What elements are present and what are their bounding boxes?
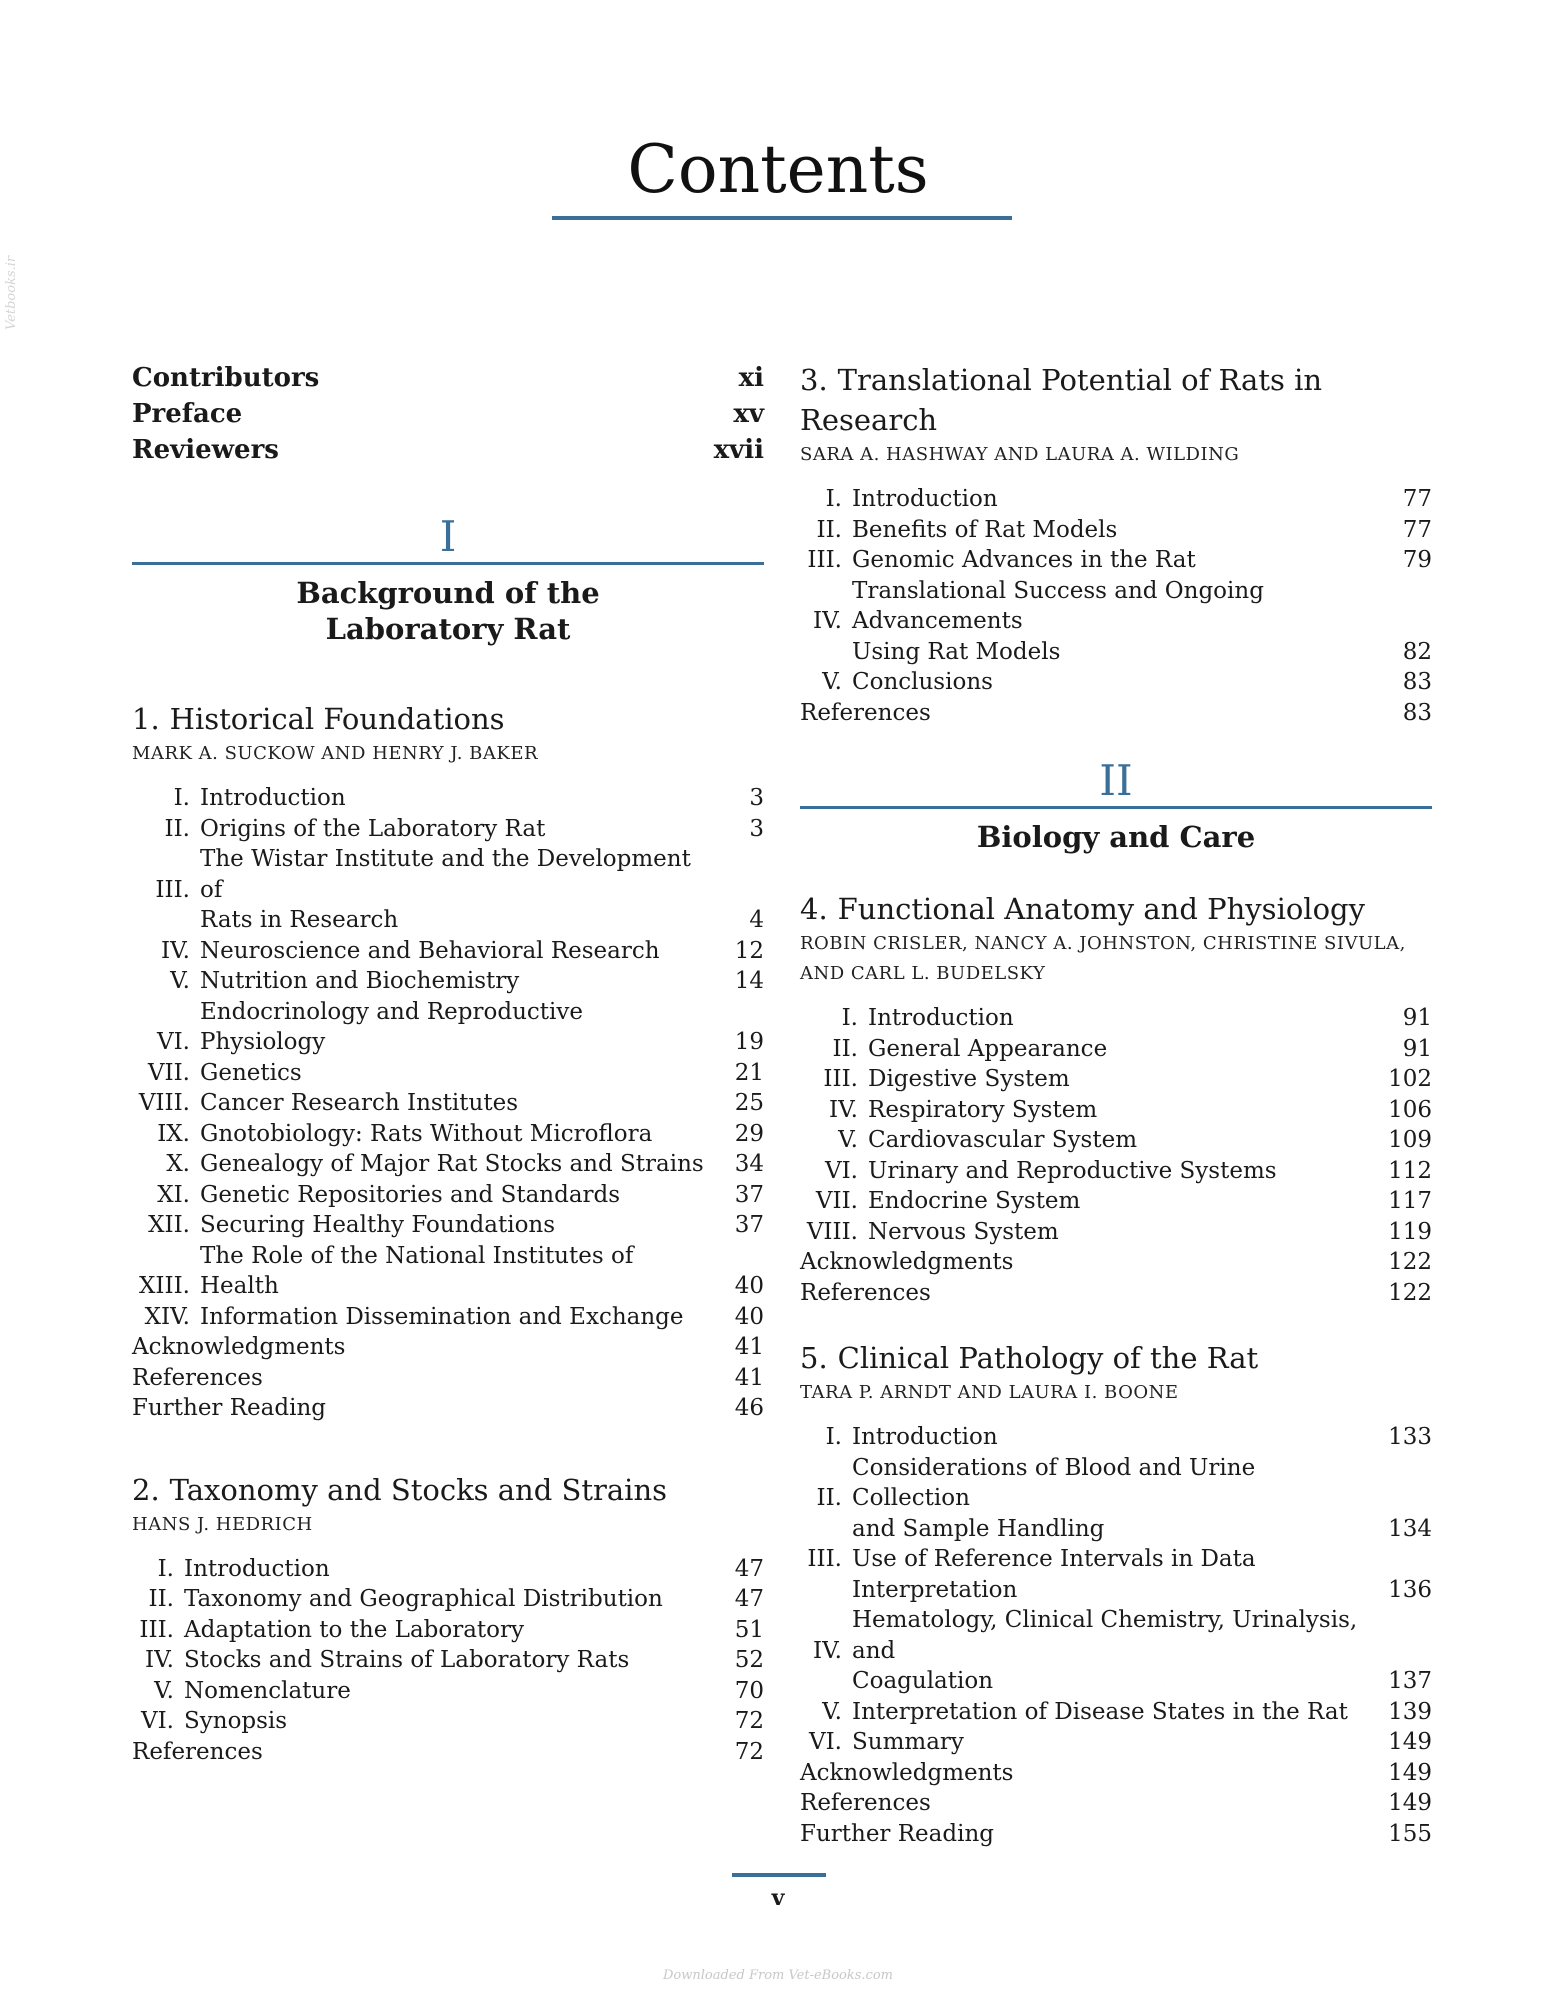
entry-roman-numeral: V. (170, 968, 190, 994)
toc-entry[interactable] (800, 1064, 1432, 1095)
front-matter-page: xi (738, 363, 764, 393)
toc-entry[interactable] (800, 1156, 1432, 1187)
toc-entry[interactable] (800, 1758, 1432, 1789)
entry-title: Neuroscience and Behavioral Research (200, 937, 660, 964)
part-rule (132, 562, 764, 565)
entry-title: Translational Success and Ongoing Advancements (852, 577, 1264, 634)
entry-title: Use of Reference Intervals in Data (852, 1546, 1256, 1572)
part-title: Background of the Laboratory Rat (296, 576, 600, 646)
entry-page-number: 149 (1388, 1759, 1432, 1786)
entry-roman-numeral: XI. (157, 1181, 190, 1208)
toc-entry[interactable] (800, 637, 1432, 668)
toc-entry[interactable] (800, 1125, 1432, 1156)
toc-entry[interactable] (800, 1575, 1432, 1606)
entry-page-number: 119 (1388, 1218, 1432, 1245)
toc-entry[interactable] (132, 905, 764, 936)
entry-title: Respiratory System (868, 1096, 1098, 1123)
chapter (800, 360, 1432, 728)
toc-entry[interactable] (132, 966, 764, 997)
entry-title: Cardiovascular System (868, 1127, 1138, 1153)
toc-entry[interactable] (132, 1393, 764, 1424)
toc-entry[interactable] (132, 1210, 764, 1241)
toc-entry[interactable] (132, 1302, 764, 1333)
entry-roman-numeral: I. (157, 1555, 174, 1582)
chapter-number: 3. (800, 363, 828, 397)
toc-entry[interactable] (800, 698, 1432, 729)
chapter-authors: SARA A. HASHWAY AND LAURA A. WILDING (800, 444, 1240, 465)
toc-entry[interactable] (800, 1819, 1432, 1850)
entry-page-number: 82 (1402, 638, 1432, 665)
part-numeral: II (1099, 756, 1133, 805)
side-watermark-text: Vetbooks.ir (4, 255, 19, 330)
chapter-authors: ROBIN CRISLER, NANCY A. JOHNSTON, CHRISTINE SIVULA, AND CARL L. BUDELSKY (800, 933, 1406, 984)
toc-entry[interactable] (800, 1788, 1432, 1819)
entry-title: Introduction (852, 486, 998, 512)
entry-title: Securing Healthy Foundations (200, 1212, 556, 1238)
entry-title: Using Rat Models (852, 638, 1061, 665)
entry-roman-numeral: XIV. (144, 1303, 190, 1330)
entry-title: Stocks and Strains of Laboratory Rats (184, 1647, 630, 1673)
part-heading (132, 514, 764, 647)
entry-title: The Wistar Institute and the Development of (200, 846, 691, 903)
toc-entry[interactable] (800, 484, 1432, 515)
toc-entry[interactable] (132, 1241, 764, 1302)
front-matter (132, 360, 764, 468)
entry-page-number: 37 (734, 1181, 764, 1208)
entry-title: Gnotobiology: Rats Without Microflora (200, 1120, 653, 1147)
toc-entry[interactable] (800, 1422, 1432, 1453)
entry-page-number: 139 (1388, 1698, 1432, 1725)
toc-entry[interactable] (800, 1095, 1432, 1126)
entry-roman-numeral: IV. (161, 937, 190, 964)
entry-page-number: 29 (734, 1120, 764, 1147)
chapter-title-text: Functional Anatomy and Physiology (837, 892, 1365, 926)
entry-roman-numeral: VII. (815, 1188, 858, 1214)
entry-title: Considerations of Blood and Urine Collection (852, 1454, 1256, 1511)
front-matter-page: xvii (713, 435, 764, 465)
entry-page-number: 117 (1388, 1188, 1432, 1214)
entry-title: Urinary and Reproductive Systems (868, 1157, 1277, 1184)
entry-page-number: 72 (734, 1738, 764, 1765)
entry-title: and Sample Handling (852, 1515, 1105, 1542)
entry-title: Acknowledgments (800, 1249, 1014, 1275)
entry-title: General Appearance (868, 1035, 1108, 1062)
entry-page-number: 52 (734, 1647, 764, 1673)
entry-page-number: 41 (734, 1364, 764, 1391)
entry-roman-numeral: X. (166, 1151, 190, 1177)
toc-entry[interactable] (132, 844, 764, 905)
toc-entry[interactable] (800, 1186, 1432, 1217)
entry-title: References (800, 1790, 931, 1816)
chapter-authors: TARA P. ARNDT AND LAURA I. BOONE (800, 1382, 1179, 1403)
front-matter-page: xv (733, 399, 764, 429)
chapter-title[interactable] (800, 889, 1432, 929)
entry-roman-numeral: VI. (140, 1708, 174, 1734)
entry-page-number: 40 (734, 1273, 764, 1299)
entry-page-number: 109 (1388, 1127, 1432, 1153)
toc-entry[interactable] (800, 1247, 1432, 1278)
front-matter-label: Contributors (132, 363, 320, 393)
toc-entry[interactable] (132, 1554, 764, 1585)
entry-title: References (800, 1279, 931, 1306)
entry-page-number: 14 (734, 968, 764, 994)
entry-title: Summary (852, 1729, 964, 1755)
entry-page-number: 47 (734, 1586, 764, 1612)
entry-page-number: 83 (1402, 699, 1432, 726)
entry-page-number: 102 (1388, 1066, 1432, 1092)
entry-title: Taxonomy and Geographical Distribution (184, 1586, 663, 1612)
entry-roman-numeral: V. (838, 1127, 858, 1153)
chapter-title-text: Clinical Pathology of the Rat (837, 1341, 1259, 1375)
entry-title: Nomenclature (184, 1677, 351, 1704)
entry-title: Genetic Repositories and Standards (200, 1181, 621, 1208)
entry-title: Acknowledgments (800, 1759, 1014, 1786)
entry-title: Introduction (200, 785, 346, 811)
entry-title: Information Dissemination and Exchange (200, 1303, 684, 1330)
entry-roman-numeral: I. (173, 785, 190, 811)
chapter-number: 5. (800, 1341, 828, 1375)
entry-roman-numeral: III. (155, 876, 190, 903)
title-rule (552, 216, 1012, 220)
chapter-authors: HANS J. HEDRICH (132, 1513, 313, 1535)
toc-entry[interactable] (132, 1676, 764, 1707)
entry-roman-numeral: V. (154, 1677, 174, 1704)
part-title: Biology and Care (976, 820, 1256, 854)
toc-entry[interactable] (132, 1584, 764, 1615)
entry-page-number: 34 (734, 1151, 764, 1177)
entry-page-number: 91 (1402, 1005, 1432, 1031)
entry-title: Interpretation (852, 1576, 1018, 1603)
entry-page-number: 79 (1402, 547, 1432, 573)
toc-entry[interactable] (800, 1453, 1432, 1514)
entry-title: Digestive System (868, 1066, 1070, 1092)
entry-page-number: 19 (734, 1029, 764, 1055)
entry-roman-numeral: IV. (813, 1637, 842, 1664)
entry-page-number: 4 (749, 907, 764, 933)
entry-roman-numeral: III. (807, 1546, 842, 1572)
toc-entry[interactable] (132, 1119, 764, 1150)
entry-page-number: 3 (749, 815, 764, 842)
entry-roman-numeral: I. (825, 486, 842, 512)
entry-roman-numeral: I. (841, 1005, 858, 1031)
entry-title: Further Reading (800, 1820, 994, 1847)
entry-page-number: 51 (734, 1616, 764, 1643)
entry-roman-numeral: VIII. (138, 1090, 190, 1116)
entry-title: Origins of the Laboratory Rat (200, 815, 546, 842)
entry-roman-numeral: IX. (157, 1120, 190, 1147)
toc-entry-list (800, 1422, 1432, 1849)
entry-title: References (800, 699, 931, 726)
toc-entry[interactable] (800, 545, 1432, 576)
right-column (800, 360, 1432, 1849)
watermark-text: Downloaded From Vet-eBooks.com (663, 1968, 893, 1983)
part-rule (800, 806, 1432, 809)
left-column (132, 360, 764, 1767)
footer-rule (732, 1873, 826, 1877)
chapter-title[interactable] (800, 1338, 1432, 1378)
entry-page-number: 83 (1402, 669, 1432, 695)
toc-entry-list (132, 783, 764, 1424)
entry-page-number: 137 (1388, 1668, 1432, 1694)
toc-entry[interactable] (800, 1514, 1432, 1545)
chapter-title[interactable] (800, 360, 1432, 440)
toc-entry[interactable] (800, 515, 1432, 546)
entry-roman-numeral: VII. (147, 1059, 190, 1086)
entry-page-number: 136 (1388, 1576, 1432, 1603)
entry-page-number: 155 (1388, 1820, 1432, 1847)
toc-entry[interactable] (132, 1363, 764, 1394)
page-title: Contents (627, 131, 929, 208)
toc-entry-list (800, 484, 1432, 728)
toc-entry[interactable] (800, 1666, 1432, 1697)
entry-page-number: 112 (1388, 1157, 1432, 1184)
entry-page-number: 3 (749, 785, 764, 811)
toc-entry[interactable] (800, 1605, 1432, 1666)
chapter-title[interactable] (132, 699, 764, 739)
part-numeral: I (439, 512, 457, 561)
toc-entry[interactable] (132, 783, 764, 814)
toc-entry[interactable] (132, 1058, 764, 1089)
entry-title: Nutrition and Biochemistry (200, 968, 520, 994)
toc-entry[interactable] (800, 1034, 1432, 1065)
entry-roman-numeral: V. (822, 1698, 842, 1725)
chapter-title-text: Taxonomy and Stocks and Strains (169, 1472, 668, 1507)
entry-roman-numeral: III. (139, 1616, 174, 1643)
entry-roman-numeral: IV. (145, 1647, 174, 1673)
entry-title: Synopsis (184, 1708, 288, 1734)
entry-title: References (132, 1738, 263, 1765)
entry-page-number: 149 (1388, 1729, 1432, 1755)
entry-page-number: 37 (734, 1212, 764, 1238)
toc-entry-list (132, 1554, 764, 1768)
toc-entry[interactable] (800, 1697, 1432, 1728)
entry-page-number: 77 (1402, 486, 1432, 512)
chapter (132, 1470, 764, 1768)
entry-page-number: 133 (1388, 1424, 1432, 1450)
entry-roman-numeral: II. (816, 1485, 842, 1511)
entry-roman-numeral: II. (164, 815, 190, 842)
chapter-number: 4. (800, 892, 828, 926)
entry-roman-numeral: II. (148, 1586, 174, 1612)
toc-entry[interactable] (132, 1706, 764, 1737)
entry-title: Further Reading (132, 1395, 326, 1421)
chapter (800, 889, 1432, 1308)
entry-roman-numeral: XIII. (139, 1273, 190, 1299)
page-number: v (771, 1885, 785, 1911)
entry-page-number: 46 (734, 1395, 764, 1421)
entry-title: Hematology, Clinical Chemistry, Urinalysis, and (852, 1607, 1358, 1664)
entry-title: Introduction (184, 1555, 330, 1582)
entry-roman-numeral: I. (825, 1424, 842, 1450)
entry-title: Introduction (852, 1424, 998, 1450)
entry-roman-numeral: VI. (808, 1729, 842, 1755)
entry-page-number: 106 (1388, 1096, 1432, 1123)
chapter-authors: MARK A. SUCKOW AND HENRY J. BAKER (132, 743, 539, 764)
chapter (132, 699, 764, 1424)
toc-entry[interactable] (800, 1217, 1432, 1248)
toc-entry[interactable] (800, 1727, 1432, 1758)
toc-entry[interactable] (132, 1332, 764, 1363)
entry-title: Genetics (200, 1059, 302, 1086)
entry-title: Cancer Research Institutes (200, 1090, 518, 1116)
chapter-title-text: Historical Foundations (169, 702, 505, 736)
entry-roman-numeral: V. (822, 669, 842, 695)
entry-page-number: 149 (1388, 1790, 1432, 1816)
entry-page-number: 12 (734, 937, 764, 964)
entry-roman-numeral: III. (823, 1066, 858, 1092)
entry-page-number: 134 (1388, 1515, 1432, 1542)
entry-page-number: 91 (1402, 1035, 1432, 1062)
toc-entry[interactable] (132, 814, 764, 845)
entry-title: Genealogy of Major Rat Stocks and Strains (200, 1151, 704, 1177)
entry-page-number: 47 (734, 1555, 764, 1582)
chapter-title-text: Translational Potential of Rats in Research (800, 363, 1323, 437)
toc-entry[interactable] (132, 1737, 764, 1768)
toc-entry[interactable] (132, 1180, 764, 1211)
toc-entry[interactable] (132, 1615, 764, 1646)
entry-roman-numeral: IV. (813, 608, 842, 634)
entry-title: Endocrinology and Reproductive Physiology (200, 998, 583, 1055)
entry-page-number: 70 (734, 1677, 764, 1704)
front-matter-row[interactable] (132, 360, 764, 396)
toc-entry[interactable] (800, 576, 1432, 637)
chapter-number: 1. (132, 702, 160, 736)
entry-title: Coagulation (852, 1668, 994, 1694)
entry-title: Adaptation to the Laboratory (184, 1616, 525, 1643)
toc-entry[interactable] (800, 1278, 1432, 1309)
entry-title: Acknowledgments (132, 1334, 346, 1360)
entry-roman-numeral: XII. (148, 1212, 190, 1238)
entry-title: Interpretation of Disease States in the Rat (852, 1698, 1348, 1725)
entry-title: Introduction (868, 1005, 1014, 1031)
entry-title: Endocrine System (868, 1188, 1081, 1214)
toc-entry[interactable] (800, 1003, 1432, 1034)
front-matter-label: Preface (132, 399, 243, 429)
entry-roman-numeral: VIII. (806, 1218, 858, 1245)
toc-entry[interactable] (132, 1149, 764, 1180)
entry-page-number: 122 (1388, 1249, 1432, 1275)
entry-page-number: 41 (734, 1334, 764, 1360)
toc-entry[interactable] (132, 1088, 764, 1119)
chapter-number: 2. (132, 1472, 160, 1507)
part-heading (800, 758, 1432, 855)
entry-page-number: 25 (734, 1090, 764, 1116)
front-matter-row[interactable] (132, 432, 764, 468)
entry-page-number: 77 (1402, 516, 1432, 543)
toc-entry[interactable] (132, 1645, 764, 1676)
entry-page-number: 122 (1388, 1279, 1432, 1306)
toc-entry[interactable] (132, 997, 764, 1058)
entry-title: The Role of the National Institutes of Health (200, 1242, 634, 1299)
toc-entry[interactable] (800, 667, 1432, 698)
entry-title: Benefits of Rat Models (852, 516, 1118, 543)
entry-title: Rats in Research (200, 907, 399, 933)
chapter-title[interactable] (132, 1470, 764, 1510)
entry-title: References (132, 1364, 263, 1391)
entry-roman-numeral: VI. (824, 1157, 858, 1184)
toc-entry[interactable] (800, 1544, 1432, 1575)
front-matter-label: Reviewers (132, 435, 279, 465)
entry-roman-numeral: II. (816, 516, 842, 543)
entry-page-number: 40 (734, 1303, 764, 1330)
front-matter-row[interactable] (132, 396, 764, 432)
entry-roman-numeral: III. (807, 547, 842, 573)
entry-title: Genomic Advances in the Rat (852, 547, 1196, 573)
toc-entry-list (800, 1003, 1432, 1308)
entry-title: Nervous System (868, 1218, 1059, 1245)
entry-roman-numeral: II. (832, 1035, 858, 1062)
entry-roman-numeral: VI. (156, 1029, 190, 1055)
chapter (800, 1338, 1432, 1849)
entry-page-number: 21 (734, 1059, 764, 1086)
entry-page-number: 72 (734, 1708, 764, 1734)
entry-title: Conclusions (852, 669, 993, 695)
toc-entry[interactable] (132, 936, 764, 967)
entry-roman-numeral: IV. (829, 1096, 858, 1123)
